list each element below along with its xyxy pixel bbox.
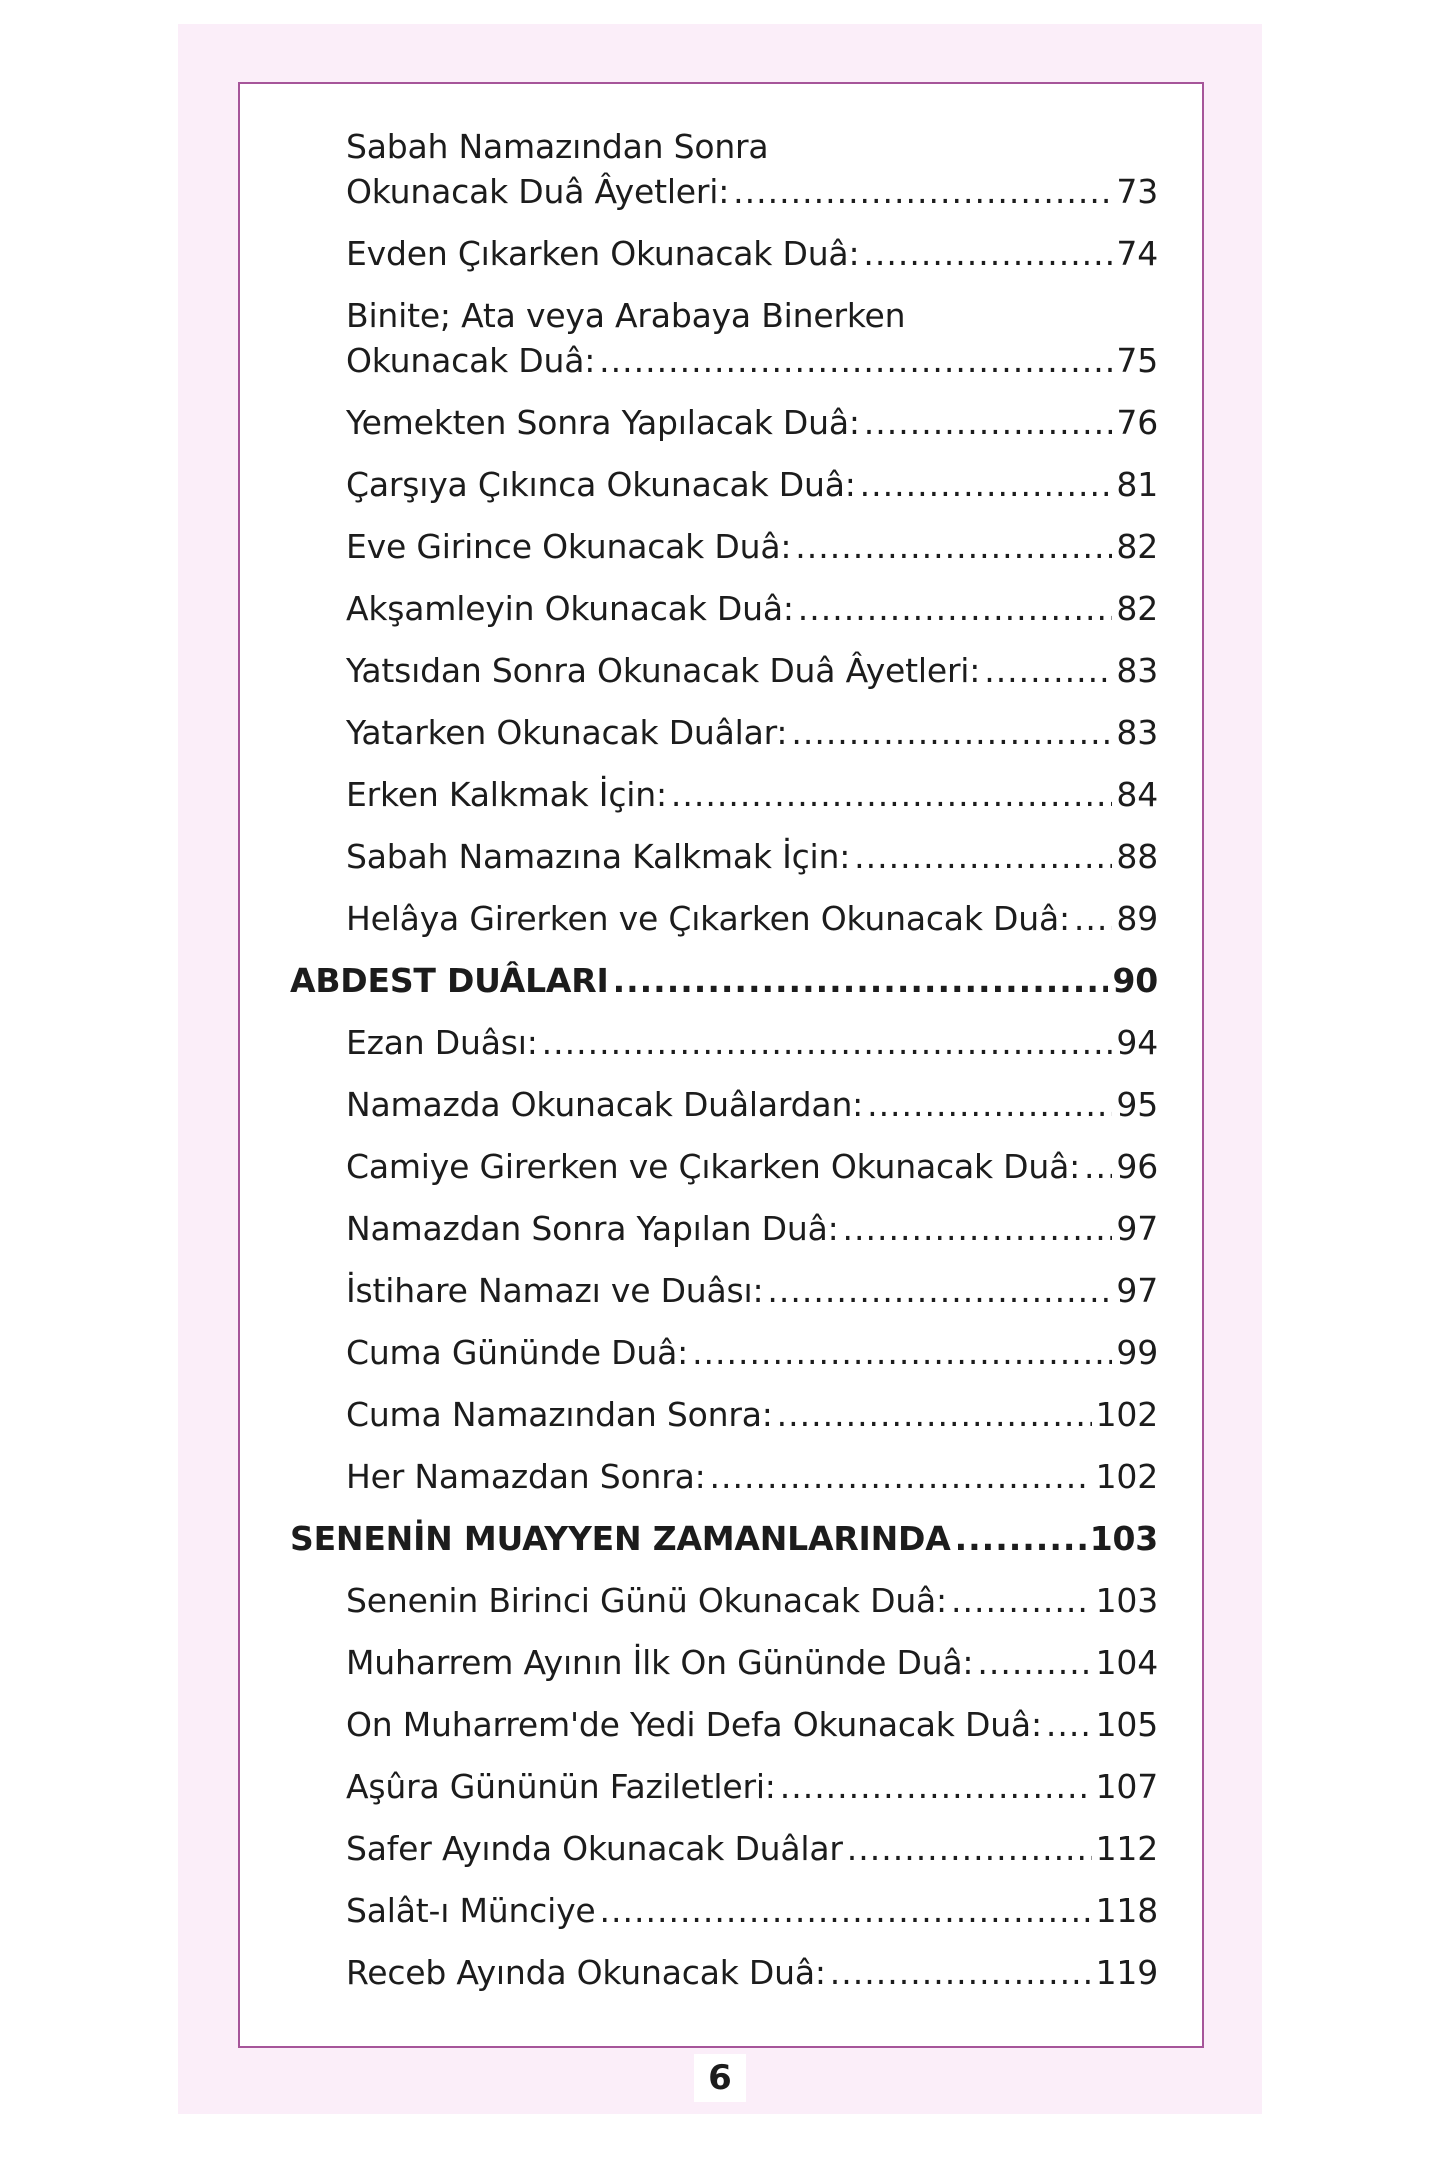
toc-entry: [346, 834, 1158, 879]
dot-leader: [671, 772, 1113, 817]
toc-entry: [346, 1950, 1158, 1995]
toc-entry: [346, 1764, 1158, 1809]
toc-page-number: 81: [1116, 465, 1158, 504]
toc-entry: [346, 1206, 1158, 1251]
dot-leader: [733, 169, 1112, 214]
toc-entry: [346, 1702, 1158, 1747]
toc-entry: [346, 896, 1158, 941]
toc-page-number: 82: [1116, 589, 1158, 628]
toc-page-number: 97: [1116, 1209, 1158, 1248]
toc-entry: [346, 1392, 1158, 1437]
toc-entry: [346, 462, 1158, 507]
toc-page-number: 84: [1116, 775, 1158, 814]
toc-page-number: 95: [1116, 1085, 1158, 1124]
dot-leader: [599, 338, 1112, 383]
toc-entry-title: Eve Girince Okunacak Duâ:: [346, 527, 792, 566]
toc-page-number: 97: [1116, 1271, 1158, 1310]
table-of-contents: [290, 124, 1158, 1995]
dot-leader: [955, 1516, 1086, 1561]
dot-leader: [1046, 1702, 1092, 1747]
toc-entry-title: Yatarken Okunacak Duâlar:: [346, 713, 788, 752]
page-number: [0, 2058, 1440, 2098]
toc-page-number: 83: [1116, 651, 1158, 690]
toc-entry-title-line1: Binite; Ata veya Arabaya Binerken: [346, 296, 906, 335]
toc-entry: [346, 1888, 1158, 1933]
toc-entry-title: Receb Ayında Okunacak Duâ:: [346, 1953, 826, 1992]
dot-leader: [984, 648, 1112, 693]
toc-section: [290, 1516, 1158, 1561]
dot-leader: [710, 1454, 1092, 1499]
toc-page-number: 82: [1116, 527, 1158, 566]
toc-page-number: 96: [1116, 1147, 1158, 1186]
toc-entry: [346, 1020, 1158, 1065]
toc-entry: [346, 1082, 1158, 1127]
dot-leader: [863, 231, 1112, 276]
toc-page-number: 104: [1095, 1643, 1158, 1682]
toc-entry: [346, 648, 1158, 693]
toc-entry: [346, 1826, 1158, 1871]
toc-entry: [346, 710, 1158, 755]
toc-entry-title: Camiye Girerken ve Çıkarken Okunacak Duâ:: [346, 1147, 1081, 1186]
dot-leader: [791, 710, 1112, 755]
toc-entry: [346, 1578, 1158, 1623]
toc-page-number: 90: [1112, 961, 1158, 1000]
dot-leader: [854, 834, 1112, 879]
dot-leader: [1074, 896, 1113, 941]
toc-entry: [346, 293, 1158, 383]
toc-entry-title: Muharrem Ayının İlk On Gününde Duâ:: [346, 1643, 974, 1682]
toc-section-title: SENENİN MUAYYEN ZAMANLARINDA: [290, 1519, 951, 1558]
dot-leader: [613, 958, 1109, 1003]
toc-page-number: 105: [1095, 1705, 1158, 1744]
toc-entry-title: Yemekten Sonra Yapılacak Duâ:: [346, 403, 860, 442]
toc-entry: [346, 1640, 1158, 1685]
dot-leader: [951, 1578, 1092, 1623]
dot-leader: [692, 1330, 1112, 1375]
toc-entry-title-line1: Sabah Namazından Sonra: [346, 127, 769, 166]
toc-entry-title: Namazdan Sonra Yapılan Duâ:: [346, 1209, 839, 1248]
toc-entry: [346, 400, 1158, 445]
toc-page-number: 102: [1095, 1395, 1158, 1434]
toc-page-number: 103: [1089, 1519, 1158, 1558]
toc-entry-title: Erken Kalkmak İçin:: [346, 775, 667, 814]
toc-entry: [346, 524, 1158, 569]
page-number-text: 6: [694, 2054, 746, 2102]
dot-leader: [843, 1206, 1113, 1251]
toc-page-number: 89: [1116, 899, 1158, 938]
toc-page-number: 119: [1095, 1953, 1158, 1992]
toc-entry-title: Salât-ı Münciye: [346, 1891, 596, 1930]
dot-leader: [1084, 1144, 1112, 1189]
toc-page-number: 75: [1116, 341, 1158, 380]
toc-entry-title: Evden Çıkarken Okunacak Duâ:: [346, 234, 860, 273]
dot-leader: [867, 1082, 1112, 1127]
toc-entry-title: Ezan Duâsı:: [346, 1023, 538, 1062]
toc-section-title: ABDEST DUÂLARI: [290, 961, 609, 1000]
dot-leader: [777, 1392, 1092, 1437]
toc-entry-title: Okunacak Duâ Âyetleri:: [346, 172, 730, 211]
toc-entry-title: Sabah Namazına Kalkmak İçin:: [346, 837, 851, 876]
toc-entry: [346, 124, 1158, 214]
toc-entry-title: Cuma Namazından Sonra:: [346, 1395, 773, 1434]
dot-leader: [780, 1764, 1092, 1809]
toc-entry: [346, 1454, 1158, 1499]
dot-leader: [600, 1888, 1092, 1933]
dot-leader: [830, 1950, 1092, 1995]
toc-entry-title: Yatsıdan Sonra Okunacak Duâ Âyetleri:: [346, 651, 981, 690]
toc-page-number: 83: [1116, 713, 1158, 752]
dot-leader: [798, 586, 1113, 631]
dot-leader: [847, 1826, 1092, 1871]
toc-entry-title: Her Namazdan Sonra:: [346, 1457, 706, 1496]
toc-entry-title: Namazda Okunacak Duâlardan:: [346, 1085, 864, 1124]
toc-entry-title: Senenin Birinci Günü Okunacak Duâ:: [346, 1581, 947, 1620]
toc-entry-title: Akşamleyin Okunacak Duâ:: [346, 589, 794, 628]
toc-entry-title: Helâya Girerken ve Çıkarken Okunacak Duâ:: [346, 899, 1070, 938]
dot-leader: [795, 524, 1112, 569]
toc-entry-title: Çarşıya Çıkınca Okunacak Duâ:: [346, 465, 856, 504]
toc-entry-title: Aşûra Gününün Faziletleri:: [346, 1767, 776, 1806]
toc-entry-title: Safer Ayında Okunacak Duâlar: [346, 1829, 843, 1868]
toc-entry: [346, 1330, 1158, 1375]
toc-page-number: 103: [1095, 1581, 1158, 1620]
toc-page-number: 74: [1116, 234, 1158, 273]
toc-page-number: 112: [1095, 1829, 1158, 1868]
toc-entry: [346, 772, 1158, 817]
toc-page-number: 99: [1116, 1333, 1158, 1372]
dot-leader: [864, 400, 1113, 445]
toc-page-number: 73: [1116, 172, 1158, 211]
toc-entry-title: İstihare Namazı ve Duâsı:: [346, 1271, 764, 1310]
toc-entry: [346, 1268, 1158, 1313]
toc-entry-title: Okunacak Duâ:: [346, 341, 596, 380]
toc-page-number: 88: [1116, 837, 1158, 876]
toc-entry: [346, 231, 1158, 276]
dot-leader: [860, 462, 1113, 507]
toc-page-number: 118: [1095, 1891, 1158, 1930]
toc-page-number: 102: [1095, 1457, 1158, 1496]
toc-entry-title: On Muharrem'de Yedi Defa Okunacak Duâ:: [346, 1705, 1042, 1744]
toc-page-number: 76: [1116, 403, 1158, 442]
toc-section: [290, 958, 1158, 1003]
dot-leader: [767, 1268, 1112, 1313]
toc-entry: [346, 586, 1158, 631]
toc-page-number: 107: [1095, 1767, 1158, 1806]
dot-leader: [977, 1640, 1091, 1685]
toc-entry: [346, 1144, 1158, 1189]
toc-page-number: 94: [1116, 1023, 1158, 1062]
dot-leader: [542, 1020, 1113, 1065]
toc-entry-title: Cuma Gününde Duâ:: [346, 1333, 689, 1372]
